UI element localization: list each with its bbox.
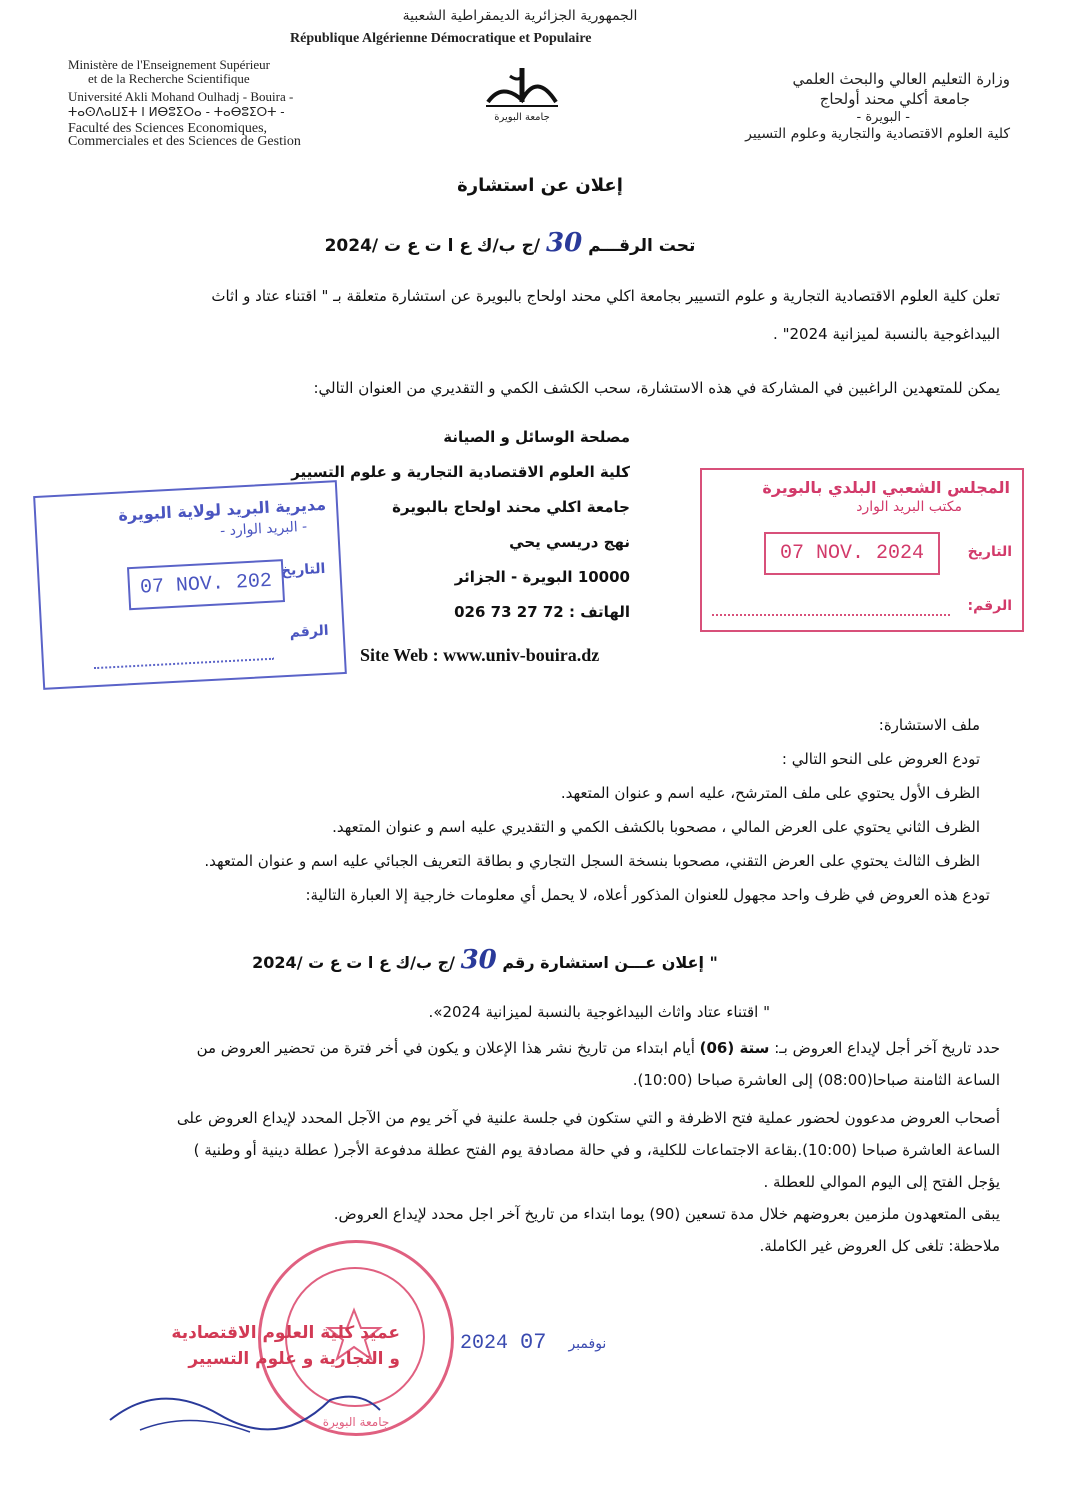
dean-line-1: عميد كلية العلوم الاقتصادية [171,1323,400,1343]
blue-stamp-line-1: مديرية البريد لولاية البويرة [117,494,327,525]
faculty-fr-2: Commerciales et des Sciences de Gestion [68,134,301,149]
term-deadline [70,1032,1000,1064]
date-year: 2024 [460,1332,509,1355]
university-tz: ⵜⴰⵙⴷⴰⵡⵉⵜ ⵏ ⵍⴱⵓⵉⵔⴰ - ⵜⴰⴱⵓⵉⵔⵜ - [68,105,285,119]
envelope-prefix: " إعلان عـــن استشارة رقم [502,953,718,972]
website-line: Site Web : www.univ-bouira.dz [360,645,600,665]
address-line-street: نهج دريسي يحي [509,533,630,551]
date-day: 07 [520,1330,547,1355]
red-stamp-date-label: التاريخ [967,544,1012,560]
intro-line-2: البيداغوجية بالنسبة لميزانية 2024" . [773,325,1000,343]
ref-suffix: /ج ب/ك ع ا ت ع ت /2024 [324,236,541,256]
address-line-university: جامعة اكلي محند اولحاج بالبويرة [392,498,630,516]
seal-text: جامعة البويرة [322,1415,390,1429]
file-p1: تودع العروض على النحو التالي : [781,750,980,768]
envelope-suffix: /ج ب/ك ع ا ت ع ت /2024 [252,953,455,972]
city-ar: - البويرة - [856,110,910,125]
red-stamp-line-2: مكتب البريد الوارد [856,499,962,515]
address-line-faculty: كلية العلوم الاقتصادية التجارية و علوم التسيير [291,463,630,481]
envelope-label [250,945,720,975]
faculty-ar: كلية العلوم الاقتصادية والتجارية وعلوم التسيير [745,126,1010,142]
address-line-city: 10000 البويرة - الجزائر [454,568,630,586]
signature-scribble-icon [100,1360,400,1440]
university-ar: جامعة أكلي محند أولحاج [819,90,970,108]
red-stamp-number-label: الرقم: [967,598,1012,614]
ministry-fr-1: Ministère de l'Enseignement Supérieur [68,57,270,72]
term-deadline-hours: الساعة الثامنة صباحا(08:00) إلى العاشرة صباحا (10:00). [632,1071,1000,1089]
file-p4: الظرف الثالث يحتوي على العرض التقني، مصحوبا بنسخة السجل التجاري و بطاقة التعريف الجبائي عليه اسم و عنوان المتعهد. [204,852,980,870]
phone-line [330,595,630,630]
file-p5: تودع هذه العروض في ظرف واحد مجهول للعنوان المذكور أعلاه، لا يحمل أي معلومات خارجية إلا العبارة التالية: [305,886,990,904]
file-p2: الظرف الأول يحتوي على ملف المترشح، عليه اسم و عنوان المتعهد. [560,784,980,802]
announcement-title: إعلان عن استشارة [457,175,623,196]
phone-value: 026 73 27 72 [454,603,564,621]
file-heading: ملف الاستشارة: [878,716,980,734]
blue-stamp-number-label: الرقم [289,622,330,641]
envelope-subject: " اقتناء عتاد واثاث البيداغوجية بالنسبة لميزانية 2024». [428,1003,770,1021]
signature-date [460,1330,616,1355]
term-deadline-days: ستة (06) [699,1039,770,1057]
term-deadline-b: أيام ابتداء من تاريخ نشر هذا الإعلان و يكون في أخر فترة من تحضير العروض من [196,1039,695,1057]
postal-stamp-red [700,468,1024,632]
faculty-fr-1: Faculté des Sciences Economiques, [68,121,268,136]
red-stamp-line-1: المجلس الشعبي البلدي بالبويرة [762,478,1010,497]
term-validity: يبقى المتعهدون ملزمين بعروضهم خلال مدة تسعين (90) يوما ابتداء من تاريخ آخر اجل محدد لإيداع العروض. [333,1205,1000,1223]
term-note: ملاحظة: تلغى كل العروض غير الكاملة. [759,1237,1000,1255]
term-opening-c: يؤجل الفتح إلى اليوم الموالي للعطلة . [763,1173,1000,1191]
university-fr: Université Akli Mohand Oulhadj - Bouira - [68,89,294,104]
file-p3: الظرف الثاني يحتوي على العرض المالي ، مصحوبا بالكشف الكمي و التقديري عليه اسم و عنوان المتعهد. [332,818,980,836]
postal-stamp-blue [33,480,347,690]
republic-fr: République Algérienne Démocratique et Populaire [290,31,592,46]
reference-line [290,228,730,258]
ref-number: 30 [546,228,583,258]
blue-stamp-line-2: - البريد الوارد - [219,518,308,540]
term-opening-b: الساعة العاشرة صباحا (10:00).بقاعة الاجتماعات للكلية، و في حالة مصادفة يوم الفتح عطلة مدفوعة الأجر( عطلة دينية أو وطنية ) [193,1141,1000,1159]
logo-caption: جامعة البويرة [494,112,550,123]
address-line-service: مصلحة الوسائل و الصيانة [443,428,630,446]
ministry-fr-2: et de la Recherche Scientifique [88,71,250,86]
term-opening-a: أصحاب العروض مدعوون لحضور عملية فتح الاظرفة و التي ستكون في جلسة علنية في آخر يوم من الآجل المحدد لإيداع العروض على [176,1109,1000,1127]
logo-icon [482,62,562,110]
red-stamp-date: 07 NOV. 2024 [764,532,940,575]
blue-stamp-date: 07 NOV. 202 [127,559,285,610]
term-deadline-a: حدد تاريخ آخر أجل لإيداع العروض بـ: [774,1039,1000,1057]
envelope-number: 30 [460,945,497,975]
red-stamp-number-dots [712,614,950,616]
dean-line-2: و التجارية و علوم التسيير [188,1349,400,1369]
republic-ar: الجمهورية الجزائرية الديمقراطية الشعبية [402,8,638,24]
blue-stamp-number-dots [94,658,274,669]
university-logo [482,62,562,122]
intro-line-1: تعلن كلية العلوم الاقتصادية التجارية و علوم التسيير بجامعة اكلي محند اولحاج بالبويرة عن استشارة متعلقة بـ " اقتناء عتاد و اثاث [211,287,1000,305]
blue-stamp-date-label: التاريخ [280,560,326,580]
invite-line: يمكن للمتعهدين الراغبين في المشاركة في هذه الاستشارة، سحب الكشف الكمي و التقديري من العنوان التالي: [313,379,1000,397]
phone-label: الهاتف : [568,603,630,621]
file-section [100,708,990,912]
ref-prefix: تحت الرقـــم [588,236,696,256]
date-month: نوفمبر [568,1336,607,1352]
ministry-ar: وزارة التعليم العالي والبحث العلمي [792,70,1010,88]
terms-block [70,1032,1000,1262]
